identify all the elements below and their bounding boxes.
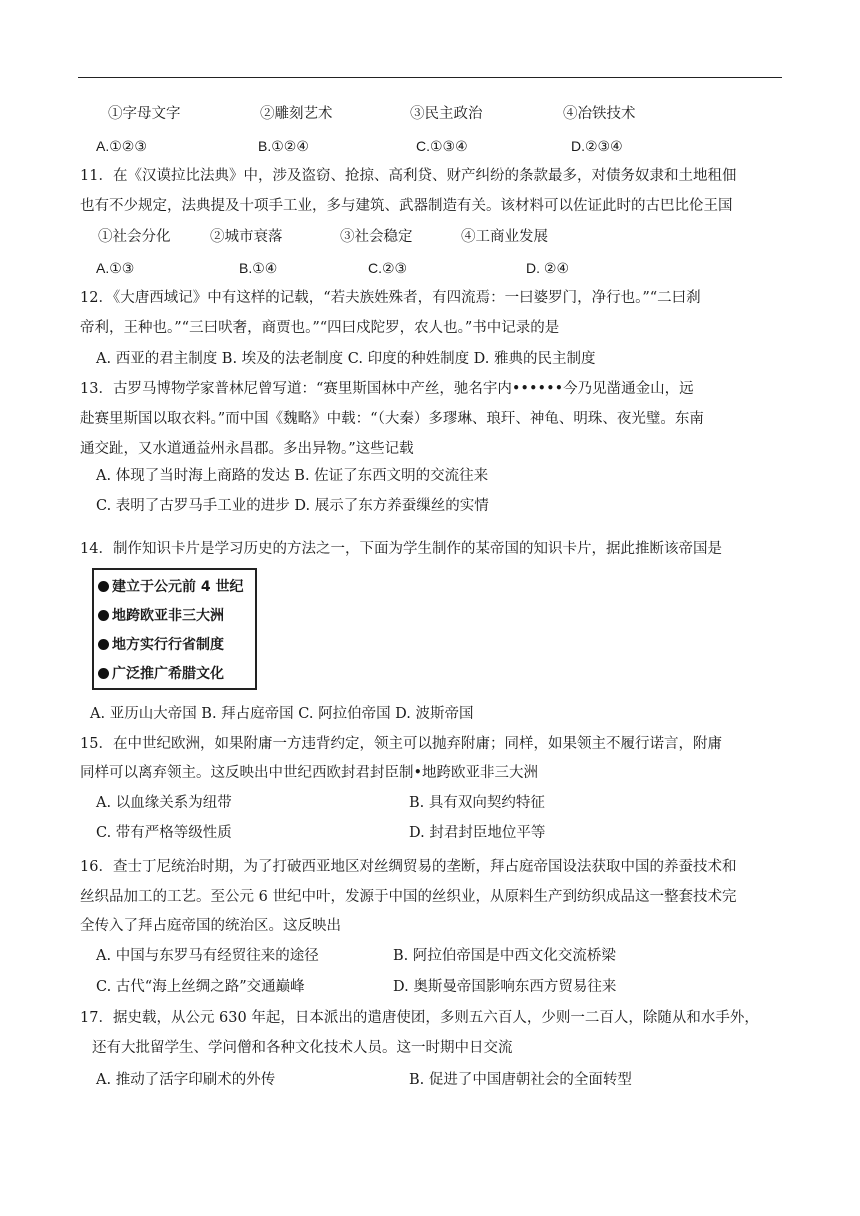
q10-item-2: ②雕刻艺术 bbox=[260, 106, 333, 122]
q11-item-4: ④工商业发展 bbox=[461, 229, 548, 245]
card-text: 广泛推广希腊文化 bbox=[112, 666, 224, 682]
q15-option-d: D. 封君封臣地位平等 bbox=[409, 825, 546, 841]
q10-option-a: A.①②③ bbox=[96, 138, 147, 154]
q17-option-b: B. 促进了中国唐朝社会的全面转型 bbox=[409, 1072, 632, 1088]
q10-item-1: ①字母文字 bbox=[108, 106, 181, 122]
q12-stem-line-1: 12．《大唐西域记》中有这样的记载，“若夫族姓殊者，有四流焉：一曰婆罗门，净行也。”“二曰刹 bbox=[80, 290, 701, 306]
q14-options: A. 亚历山大帝国 B. 拜占庭帝国 C. 阿拉伯帝国 D. 波斯帝国 bbox=[90, 706, 474, 722]
bullet-icon bbox=[98, 610, 109, 621]
q13-options-line-1: A. 体现了当时海上商路的发达 B. 佐证了东西文明的交流往来 bbox=[96, 468, 489, 484]
q13-stem-line-2: 赴赛里斯国以取衣料。”而中国《魏略》中载：“（大秦）多璆琳、琅玕、神龟、明珠、夜光璧。东南 bbox=[80, 411, 704, 427]
q15-option-a: A. 以血缘关系为纽带 bbox=[96, 795, 232, 811]
q10-option-d: D.②③④ bbox=[571, 138, 623, 154]
q16-stem-line-2: 丝织品加工的工艺。至公元 6 世纪中叶，发源于中国的丝织业，从原料生产到纺织成品这一整套技术完 bbox=[80, 889, 737, 905]
card-row bbox=[98, 631, 251, 660]
q15-stem-line-2: 同样可以离弃领主。这反映出中世纪西欧封君封臣制•地跨欧亚非三大洲 bbox=[80, 765, 539, 781]
q10-item-3: ③民主政治 bbox=[410, 106, 483, 122]
q17-option-a: A. 推动了活字印刷术的外传 bbox=[96, 1072, 276, 1088]
q12-stem-line-2: 帝利，王种也。”“三曰吠奢，商贾也。”“四曰戍陀罗，农人也。”书中记录的是 bbox=[80, 320, 560, 336]
q10-option-c: C.①③④ bbox=[416, 138, 468, 154]
q17-stem-line-1: 17．据史载，从公元 630 年起，日本派出的遣唐使团，多则五六百人，少则一二百人，除随从和水手外， bbox=[80, 1010, 759, 1026]
card-row bbox=[98, 660, 251, 689]
q14-stem: 14．制作知识卡片是学习历史的方法之一，下面为学生制作的某帝国的知识卡片，据此推断该帝国是 bbox=[80, 541, 722, 557]
bullet-icon bbox=[98, 581, 109, 592]
bullet-icon bbox=[98, 668, 109, 679]
bullet-icon bbox=[98, 639, 109, 650]
q11-option-c: C.②③ bbox=[368, 260, 408, 276]
q15-option-b: B. 具有双向契约特征 bbox=[409, 795, 545, 811]
q12-options: A. 西亚的君主制度 B. 埃及的法老制度 C. 印度的种姓制度 D. 雅典的民主制度 bbox=[96, 351, 596, 367]
q11-item-1: ①社会分化 bbox=[98, 229, 171, 245]
q10-option-b: B.①②④ bbox=[258, 138, 309, 154]
q11-stem-line-2: 也有不少规定，法典提及十项手工业，多与建筑、武器制造有关。该材料可以佐证此时的古巴比伦王国 bbox=[80, 198, 733, 214]
q13-stem-line-1: 13．古罗马博物学家普林尼曾写道：“赛里斯国林中产丝，驰名宇内••••••今乃见凿通金山，远 bbox=[80, 381, 694, 397]
q11-stem-line-1: 11．在《汉谟拉比法典》中，涉及盗窃、抢掠、高利贷、财产纠纷的条款最多，对债务奴隶和土地租佃 bbox=[80, 168, 737, 184]
card-row bbox=[98, 602, 251, 631]
q15-option-c: C. 带有严格等级性质 bbox=[96, 825, 232, 841]
q16-option-d: D. 奥斯曼帝国影响东西方贸易往来 bbox=[393, 979, 617, 995]
q16-option-c: C. 古代“海上丝绸之路”交通巅峰 bbox=[96, 979, 305, 995]
q17-stem-line-2: 还有大批留学生、学问僧和各种文化技术人员。这一时期中日交流 bbox=[92, 1040, 513, 1056]
card-row bbox=[98, 573, 251, 602]
q16-stem-line-1: 16．查士丁尼统治时期，为了打破西亚地区对丝绸贸易的垄断，拜占庭帝国设法获取中国的养蚕技术和 bbox=[80, 859, 737, 875]
q11-item-2: ②城市衰落 bbox=[210, 229, 283, 245]
q11-item-3: ③社会稳定 bbox=[340, 229, 413, 245]
q15-stem-line-1: 15．在中世纪欧洲，如果附庸一方违背约定，领主可以抛弃附庸；同样，如果领主不履行诺言，附庸 bbox=[80, 736, 722, 752]
q11-option-b: B.①④ bbox=[239, 260, 278, 276]
knowledge-card bbox=[92, 568, 257, 690]
q16-option-a: A. 中国与东罗马有经贸往来的途径 bbox=[96, 948, 319, 964]
header-rule bbox=[78, 77, 782, 78]
q11-option-a: A.①③ bbox=[96, 260, 135, 276]
q13-stem-line-3: 通交趾，又水道通益州永昌郡。多出异物。”这些记载 bbox=[80, 441, 414, 457]
q11-option-d: D. ②④ bbox=[526, 260, 569, 276]
card-text: 地跨欧亚非三大洲 bbox=[112, 608, 224, 624]
card-text: 建立于公元前 4 世纪 bbox=[112, 579, 244, 595]
q13-options-line-2: C. 表明了古罗马手工业的进步 D. 展示了东方养蚕缫丝的实情 bbox=[96, 498, 489, 514]
q10-item-4: ④冶铁技术 bbox=[563, 106, 636, 122]
q16-option-b: B. 阿拉伯帝国是中西文化交流桥梁 bbox=[393, 948, 616, 964]
q16-stem-line-3: 全传入了拜占庭帝国的统治区。这反映出 bbox=[80, 918, 341, 934]
card-text: 地方实行行省制度 bbox=[112, 637, 224, 653]
